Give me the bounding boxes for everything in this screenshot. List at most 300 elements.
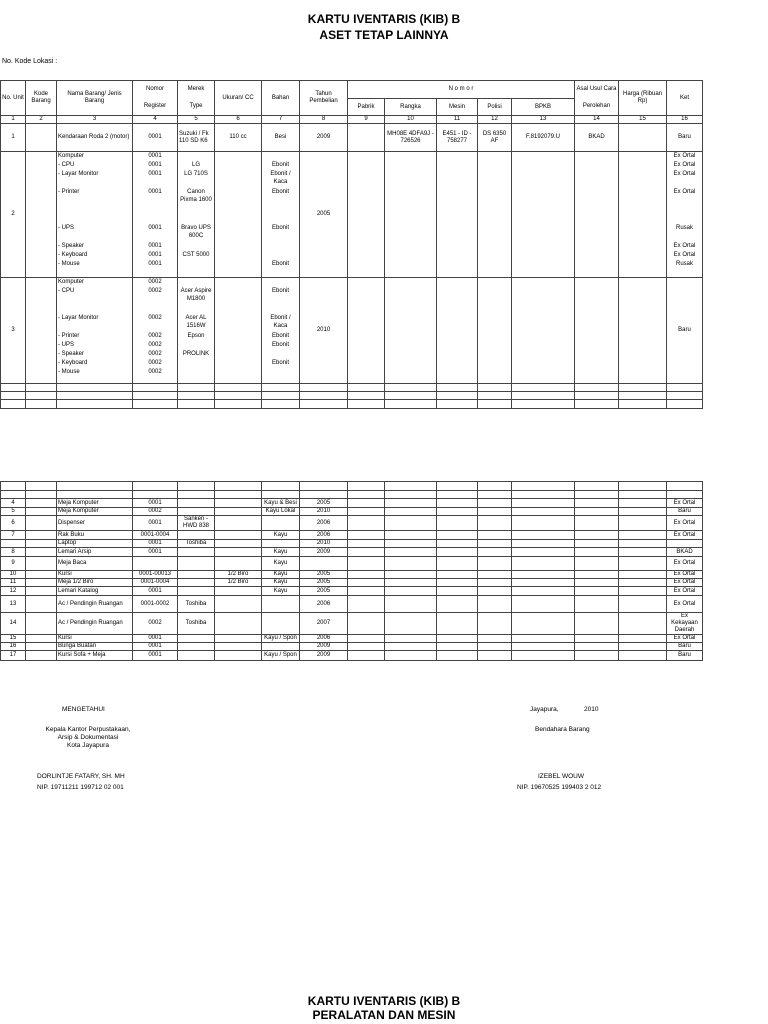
- row-ukuran: [215, 548, 262, 557]
- row-polisi: [478, 587, 512, 596]
- item-name: Komputer: [58, 279, 85, 285]
- item-name: - Printer: [58, 333, 80, 339]
- table-row: [1, 557, 703, 571]
- row-nama: Meja Baca: [57, 557, 133, 571]
- row-nama: Laptop: [57, 540, 133, 548]
- signature-left-title-line: Kota Jayapura: [67, 742, 109, 749]
- col-header-polisi: Polisi: [478, 99, 512, 116]
- row-register: 0001-0002: [133, 596, 178, 613]
- row-merek: [178, 531, 215, 540]
- row-bpkb: [512, 548, 575, 557]
- col-number: 13: [512, 116, 575, 124]
- row-mesin: [437, 651, 478, 661]
- table-row: [1, 278, 703, 384]
- signature-right-title: Bendahara Barang: [535, 726, 590, 733]
- row-nama: [57, 152, 133, 278]
- row-polisi: [478, 531, 512, 540]
- row-harga: [619, 571, 667, 579]
- table-row: [1, 516, 703, 531]
- row-register: 0001: [133, 124, 178, 152]
- item-ket: Rusak: [676, 261, 694, 267]
- row-ukuran: [215, 643, 262, 651]
- row-polisi: [478, 516, 512, 531]
- row-polisi: [478, 499, 512, 508]
- row-nama: Dispenser: [57, 516, 133, 531]
- row-mesin: [437, 540, 478, 548]
- row-asal: [575, 579, 619, 587]
- row-tahun: 2005: [300, 152, 348, 278]
- row-tahun: 2010: [300, 278, 348, 384]
- row-ket: Baru: [667, 651, 703, 661]
- row-mesin: [437, 531, 478, 540]
- row-kode: [26, 596, 57, 613]
- row-register: 0001-0004: [133, 579, 178, 587]
- col-number: 5: [178, 116, 215, 124]
- col-number: 1: [1, 116, 26, 124]
- row-pabrik: [348, 587, 385, 596]
- row-ket: Ex Ortal: [667, 516, 703, 531]
- row-bahan: Besi: [262, 124, 300, 152]
- row-rangka: MH08E 4DFA9J - 726526: [385, 124, 437, 152]
- row-tahun: 2005: [300, 571, 348, 579]
- row-bahan: Kayu: [262, 548, 300, 557]
- row-bpkb: [512, 531, 575, 540]
- row-mesin: [437, 152, 478, 278]
- row-register: 0001: [133, 540, 178, 548]
- row-rangka: [385, 499, 437, 508]
- row-kode: [26, 499, 57, 508]
- row-ket: Ex Ortal: [667, 531, 703, 540]
- row-mesin: [437, 579, 478, 587]
- col-number: 9: [348, 116, 385, 124]
- row-ukuran: [215, 651, 262, 661]
- row-ket: Baru: [667, 508, 703, 516]
- row-rangka: [385, 579, 437, 587]
- row-merek: [178, 557, 215, 571]
- item-bahan: Ebonit: [271, 162, 289, 168]
- row-register: 0001: [133, 635, 178, 643]
- item-register: 0002: [148, 288, 162, 294]
- row-mesin: [437, 643, 478, 651]
- row-pabrik: [348, 557, 385, 571]
- row-ukuran: [215, 540, 262, 548]
- table-row: [1, 651, 703, 661]
- inventory-table-top: [0, 80, 703, 409]
- row-bpkb: [512, 499, 575, 508]
- row-rangka: [385, 508, 437, 516]
- row-no: 6: [1, 516, 26, 531]
- item-merek: LG 710S: [184, 171, 208, 177]
- row-pabrik: [348, 516, 385, 531]
- row-no: 1: [1, 124, 26, 152]
- item-name: Komputer: [58, 153, 85, 159]
- row-harga: [619, 508, 667, 516]
- row-bahan: Kayu: [262, 579, 300, 587]
- row-bpkb: [512, 651, 575, 661]
- col-header-bahan: Bahan: [262, 81, 300, 116]
- item-ket: Ex Ortal: [673, 252, 696, 258]
- col-number: 10: [385, 116, 437, 124]
- row-asal: [575, 587, 619, 596]
- table-row: [1, 508, 703, 516]
- item-name: - Layar Monitor: [58, 171, 99, 177]
- row-mesin: [437, 596, 478, 613]
- row-asal: BKAD: [575, 124, 619, 152]
- col-number: 14: [575, 116, 619, 124]
- item-register: 0002: [148, 342, 162, 348]
- col-header-ket: Ket: [667, 81, 703, 116]
- row-rangka: [385, 548, 437, 557]
- row-no: 7: [1, 531, 26, 540]
- row-tahun: 2006: [300, 596, 348, 613]
- table-row: [1, 540, 703, 548]
- row-bpkb: [512, 557, 575, 571]
- row-ukuran: [215, 557, 262, 571]
- table-row: [1, 548, 703, 557]
- row-register: 0001: [133, 499, 178, 508]
- row-ket: Baru: [667, 124, 703, 152]
- row-merek: [178, 548, 215, 557]
- next-section-title-line-2: PERALATAN DAN MESIN: [312, 1008, 456, 1022]
- row-merek: Toshiba: [178, 613, 215, 635]
- item-register: 0002: [148, 351, 162, 357]
- row-no: 4: [1, 499, 26, 508]
- row-harga: [619, 516, 667, 531]
- row-tahun: 2005: [300, 579, 348, 587]
- col-header-harga: Harga (Ribuan Rp): [619, 81, 667, 116]
- row-rangka: [385, 516, 437, 531]
- row-tahun: 2010: [300, 508, 348, 516]
- row-ket: BKAD: [667, 548, 703, 557]
- col-header-asal-usul: Asal Usul Cara: [575, 81, 619, 99]
- row-harga: [619, 540, 667, 548]
- row-ket: [667, 540, 703, 548]
- item-name: - Speaker: [58, 351, 85, 357]
- row-harga: [619, 124, 667, 152]
- table-row: [1, 579, 703, 587]
- row-bahan: Kayu: [262, 531, 300, 540]
- row-tahun: 2009: [300, 548, 348, 557]
- row-kode: [26, 540, 57, 548]
- item-bahan: Ebonit: [271, 333, 289, 339]
- signature-left-nip: NIP. 19711211 199712 02 001: [37, 784, 124, 791]
- row-asal: [575, 548, 619, 557]
- item-name: - Layar Monitor: [58, 315, 99, 321]
- row-ukuran: [215, 531, 262, 540]
- row-nama: Kursi: [57, 635, 133, 643]
- inventory-table-continuation: [0, 481, 703, 661]
- item-bahan: Ebonit: [271, 189, 289, 195]
- row-bahan: [262, 643, 300, 651]
- item-bahan: Ebonit / Kaca: [270, 315, 291, 329]
- next-section-title-line-1: KARTU IVENTARIS (KIB) B: [307, 994, 461, 1008]
- item-ket: Ex Ortal: [673, 189, 696, 195]
- row-mesin: [437, 548, 478, 557]
- row-register: [133, 557, 178, 571]
- row-no: 2: [1, 152, 26, 278]
- item-merek: Acer AL 1516W: [185, 315, 207, 329]
- row-mesin: [437, 557, 478, 571]
- row-bpkb: [512, 643, 575, 651]
- row-pabrik: [348, 596, 385, 613]
- row-bpkb: [512, 635, 575, 643]
- table-row: [1, 643, 703, 651]
- row-asal: [575, 499, 619, 508]
- row-pabrik: [348, 540, 385, 548]
- row-no: 10: [1, 571, 26, 579]
- row-bahan: Kayu / Spon: [262, 651, 300, 661]
- row-nama: [57, 278, 133, 384]
- row-bahan: [262, 613, 300, 635]
- col-number: 16: [667, 116, 703, 124]
- row-ket: Ex Ortal: [667, 635, 703, 643]
- row-kode: [26, 587, 57, 596]
- empty-row: [1, 482, 703, 491]
- row-nama: Ac / Pendingin Ruangan: [57, 596, 133, 613]
- row-harga: [619, 531, 667, 540]
- row-asal: [575, 278, 619, 384]
- item-name: - Keyboard: [58, 360, 88, 366]
- item-bahan: Ebonit: [271, 288, 289, 294]
- row-no: [1, 540, 26, 548]
- row-bpkb: [512, 540, 575, 548]
- item-merek: Acer Aspire M1800: [180, 288, 212, 302]
- page-title-line-2: ASET TETAP LAINNYA: [319, 28, 449, 42]
- row-mesin: [437, 635, 478, 643]
- row-polisi: [478, 508, 512, 516]
- row-no: 16: [1, 643, 26, 651]
- row-kode: [26, 508, 57, 516]
- row-no: 3: [1, 278, 26, 384]
- col-header-nomor-group: N o m o r: [348, 81, 575, 99]
- row-ket: [667, 152, 703, 278]
- row-kode: [26, 152, 57, 278]
- row-ukuran: 1/2 Biro: [215, 571, 262, 579]
- row-merek: [178, 579, 215, 587]
- row-nama: Kendaraan Roda 2 (motor): [57, 124, 133, 152]
- row-asal: [575, 540, 619, 548]
- col-number: 15: [619, 116, 667, 124]
- col-number: 7: [262, 116, 300, 124]
- row-merek: [178, 508, 215, 516]
- row-merek: Suzuki / Fk 110 SD K6: [178, 124, 215, 152]
- row-ukuran: [215, 587, 262, 596]
- row-tahun: 2009: [300, 643, 348, 651]
- row-mesin: E451 - ID - 758277: [437, 124, 478, 152]
- row-register: 0001-0004: [133, 531, 178, 540]
- item-name: - Keyboard: [58, 252, 88, 258]
- row-bpkb: [512, 613, 575, 635]
- row-ket: Ex Ortal: [667, 596, 703, 613]
- row-no: 5: [1, 508, 26, 516]
- row-bahan: [262, 596, 300, 613]
- item-register: 0001: [148, 171, 162, 177]
- row-nama: Meja Komputer: [57, 499, 133, 508]
- item-name: - Printer: [58, 189, 80, 195]
- row-mesin: [437, 516, 478, 531]
- row-bahan: Kayu & Besi: [262, 499, 300, 508]
- signature-left-title: [28, 726, 148, 750]
- row-register: 0002: [133, 613, 178, 635]
- item-ket: Ex Ortal: [673, 153, 696, 159]
- row-pabrik: [348, 499, 385, 508]
- row-ukuran: [215, 278, 262, 384]
- item-bahan: Ebonit: [271, 261, 289, 267]
- row-polisi: DS 6350 AF: [478, 124, 512, 152]
- row-bahan: [262, 540, 300, 548]
- row-tahun: 2009: [300, 651, 348, 661]
- item-register: 0001: [148, 252, 162, 258]
- row-asal: [575, 152, 619, 278]
- row-ket: Ex Ortal: [667, 587, 703, 596]
- col-number: 12: [478, 116, 512, 124]
- col-header-bpkb: BPKB: [512, 99, 575, 116]
- row-polisi: [478, 540, 512, 548]
- row-ket: Ex Ortal: [667, 499, 703, 508]
- col-number: 3: [57, 116, 133, 124]
- row-pabrik: [348, 635, 385, 643]
- row-nama: Ac / Pendingin Ruangan: [57, 613, 133, 635]
- item-bahan: Ebonit: [271, 360, 289, 366]
- row-bahan: Kayu / Spon: [262, 635, 300, 643]
- item-register: 0002: [148, 369, 162, 375]
- row-harga: [619, 548, 667, 557]
- row-ukuran: [215, 508, 262, 516]
- col-header-type: Type: [178, 99, 215, 116]
- row-bpkb: [512, 516, 575, 531]
- row-pabrik: [348, 531, 385, 540]
- row-rangka: [385, 613, 437, 635]
- row-pabrik: [348, 152, 385, 278]
- row-tahun: 2010: [300, 540, 348, 548]
- row-asal: [575, 571, 619, 579]
- row-kode: [26, 124, 57, 152]
- row-harga: [619, 596, 667, 613]
- row-merek: [178, 152, 215, 278]
- signature-left-name: DORLINTJE FATARY, SH. MH: [37, 773, 125, 780]
- item-name: - Mouse: [58, 261, 80, 267]
- row-ket: Ex Ortal: [667, 557, 703, 571]
- row-mesin: [437, 278, 478, 384]
- row-kode: [26, 557, 57, 571]
- signature-right-year: 2010: [584, 706, 599, 713]
- row-rangka: [385, 596, 437, 613]
- row-bahan: Kayu: [262, 587, 300, 596]
- row-mesin: [437, 571, 478, 579]
- row-ket: Baru: [667, 643, 703, 651]
- row-kode: [26, 548, 57, 557]
- item-name: - UPS: [58, 342, 75, 348]
- item-merek: Canon Pixma 1600: [180, 189, 212, 203]
- row-harga: [619, 643, 667, 651]
- row-ket: Ex Ortal: [667, 579, 703, 587]
- row-asal: [575, 557, 619, 571]
- continuation-body: [1, 482, 703, 661]
- row-no: 13: [1, 596, 26, 613]
- row-polisi: [478, 571, 512, 579]
- row-bpkb: [512, 596, 575, 613]
- row-mesin: [437, 508, 478, 516]
- row-rangka: [385, 152, 437, 278]
- row-no: 9: [1, 557, 26, 571]
- row-register: 0001: [133, 548, 178, 557]
- row-bahan: Kayu Lokal: [262, 508, 300, 516]
- row-tahun: 2006: [300, 516, 348, 531]
- row-polisi: [478, 579, 512, 587]
- signature-left-title-line: Arsip & Dokumentasi: [57, 734, 119, 741]
- item-bahan: Ebonit: [271, 342, 289, 348]
- signature-left-title-line: Kepala Kantor Perpustakaan,: [45, 726, 131, 733]
- row-nama: Bunga Buatan: [57, 643, 133, 651]
- col-header-ukuran: Ukuran/ CC: [215, 81, 262, 116]
- row-ukuran: [215, 499, 262, 508]
- row-pabrik: [348, 124, 385, 152]
- row-ukuran: [215, 635, 262, 643]
- row-register: 0001-00013: [133, 571, 178, 579]
- row-pabrik: [348, 571, 385, 579]
- table-row: [1, 596, 703, 613]
- empty-row: [1, 491, 703, 499]
- table-row: [1, 531, 703, 540]
- item-register: 0001: [148, 243, 162, 249]
- item-register: 0001: [148, 162, 162, 168]
- row-pabrik: [348, 579, 385, 587]
- row-kode: [26, 278, 57, 384]
- row-polisi: [478, 643, 512, 651]
- row-asal: [575, 516, 619, 531]
- item-merek: CST 5000: [182, 252, 210, 258]
- empty-row: [1, 400, 703, 409]
- row-register: 0002: [133, 508, 178, 516]
- row-polisi: [478, 548, 512, 557]
- row-tahun: 2006: [300, 635, 348, 643]
- row-register: [133, 152, 178, 278]
- row-merek: Toshiba: [178, 540, 215, 548]
- row-mesin: [437, 587, 478, 596]
- item-merek: LG: [191, 162, 200, 168]
- row-bpkb: [512, 571, 575, 579]
- row-no: 17: [1, 651, 26, 661]
- row-harga: [619, 651, 667, 661]
- row-nama: Lemari Arsip: [57, 548, 133, 557]
- page-title-line-1: KARTU IVENTARIS (KIB) B: [307, 12, 461, 26]
- col-header-merek: Merek: [178, 81, 215, 99]
- col-number: 8: [300, 116, 348, 124]
- col-header-rangka: Rangka: [385, 99, 437, 116]
- empty-row: [1, 384, 703, 392]
- row-nama: Rak Buku: [57, 531, 133, 540]
- row-merek: [178, 651, 215, 661]
- row-register: 0001: [133, 516, 178, 531]
- row-nama: Meja Komputer: [57, 508, 133, 516]
- row-bahan: [262, 152, 300, 278]
- item-name: - CPU: [58, 288, 75, 294]
- row-bahan: Kayu: [262, 557, 300, 571]
- col-number: 4: [133, 116, 178, 124]
- item-register: 0002: [148, 315, 162, 321]
- row-polisi: [478, 557, 512, 571]
- table-row: [1, 124, 703, 152]
- row-tahun: 2005: [300, 587, 348, 596]
- row-asal: [575, 643, 619, 651]
- row-rangka: [385, 651, 437, 661]
- row-bahan: [262, 516, 300, 531]
- row-tahun: 2006: [300, 531, 348, 540]
- item-ket: Ex Ortal: [673, 162, 696, 168]
- row-kode: [26, 571, 57, 579]
- row-ket: Ex Ortal: [667, 571, 703, 579]
- row-pabrik: [348, 651, 385, 661]
